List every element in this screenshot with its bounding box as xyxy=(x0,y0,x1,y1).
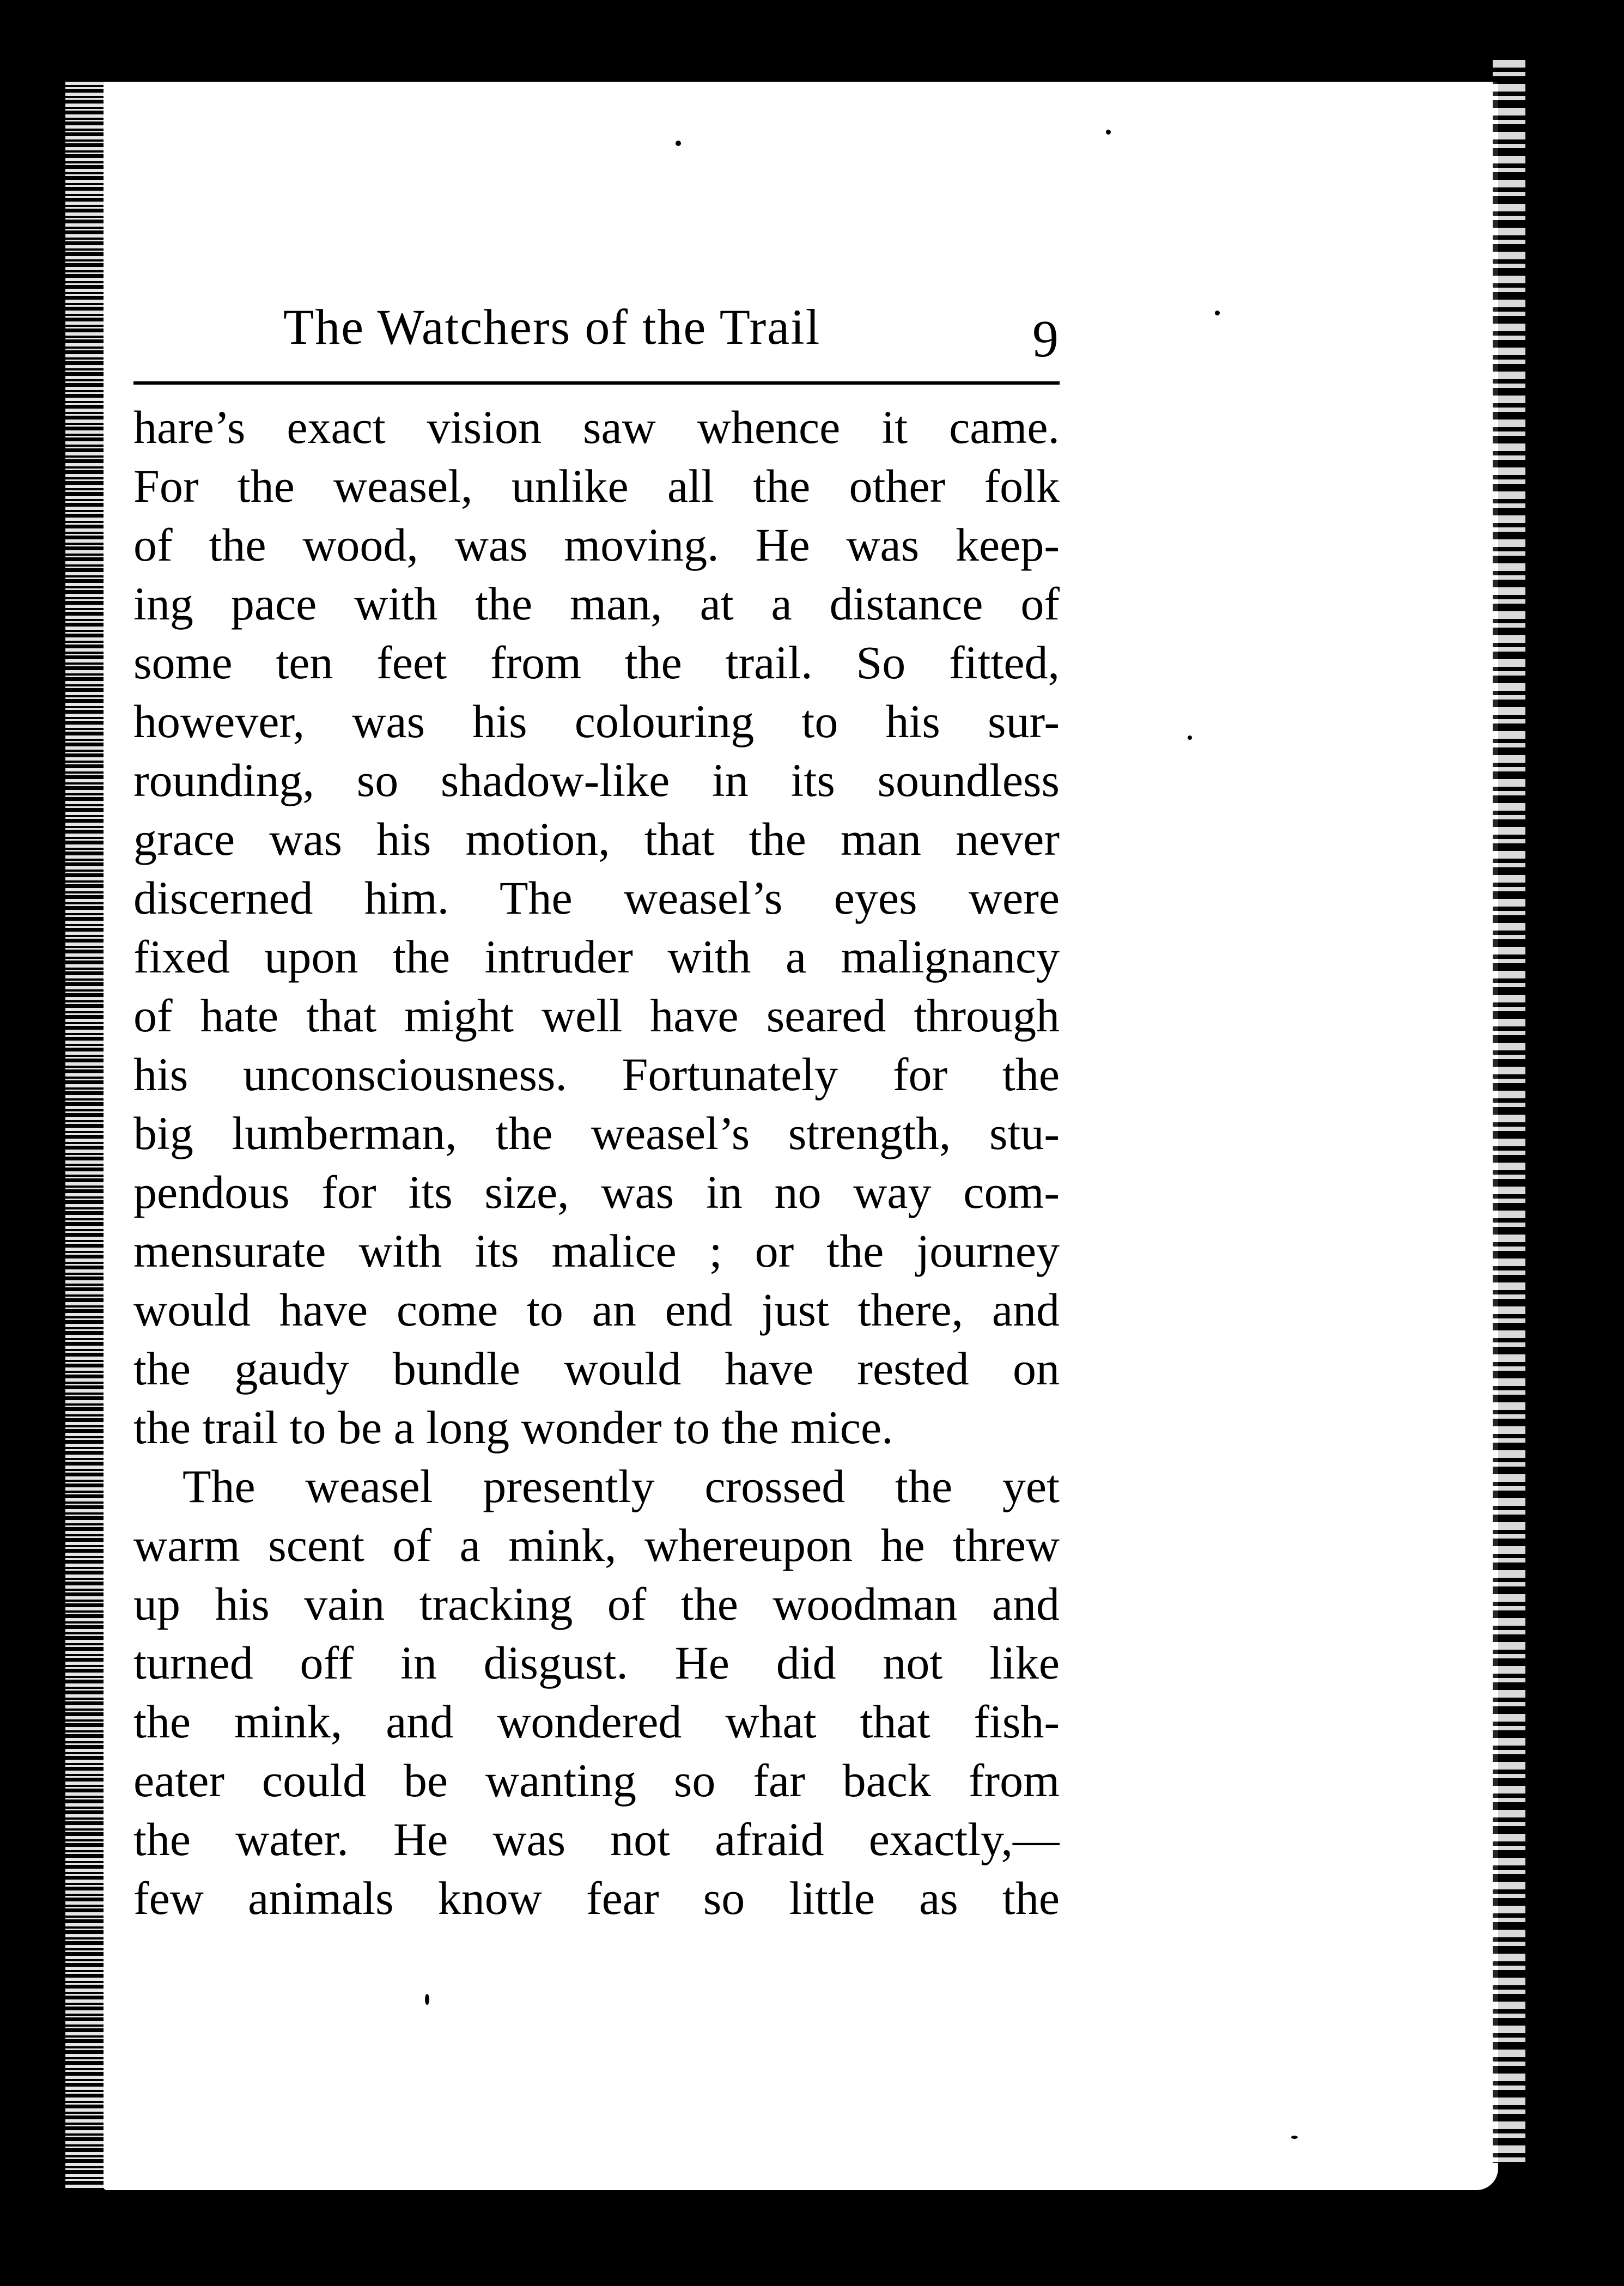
scan-speck xyxy=(1291,2136,1298,2139)
paragraph-1 xyxy=(133,398,1060,1457)
text-line: of hate that might well have seared through xyxy=(133,989,1060,1042)
text-line: rounding, so shadow-like in its soundless xyxy=(133,754,1060,806)
scan-speck xyxy=(1215,311,1220,315)
text-line: the mink, and wondered what that fish- xyxy=(133,1695,1060,1748)
text-line: his unconsciousness. Fortunately for the xyxy=(133,1048,1060,1101)
text-line: the gaudy bundle would have rested on xyxy=(133,1342,1060,1395)
scan-speck xyxy=(1188,735,1192,740)
text-line: ing pace with the man, at a distance of xyxy=(133,577,1060,630)
text-line: For the weasel, unlike all the other folk xyxy=(133,460,1060,512)
text-line: some ten feet from the trail. So fitted, xyxy=(133,636,1060,689)
scan-speck xyxy=(1106,130,1111,135)
text-line: would have come to an end just there, and xyxy=(133,1284,1060,1336)
right-page-edge xyxy=(1493,60,1525,2163)
text-line: mensurate with its malice ; or the journey xyxy=(133,1225,1060,1277)
text-line: fixed upon the intruder with a malignancy xyxy=(133,931,1060,983)
running-head-title: The Watchers of the Trail xyxy=(283,299,821,355)
text-line: big lumberman, the weasel’s strength, stu- xyxy=(133,1107,1060,1159)
text-line: The weasel presently crossed the yet xyxy=(183,1460,1060,1512)
running-head xyxy=(133,294,1060,368)
text-line: of the wood, was moving. He was keep- xyxy=(133,519,1060,571)
scan-speck xyxy=(425,1994,429,2005)
text-line: up his vain tracking of the woodman and xyxy=(133,1578,1060,1630)
header-rule xyxy=(133,381,1060,385)
paragraph-2 xyxy=(133,1457,1060,1928)
text-line: hare’s exact vision saw whence it came. xyxy=(133,401,1060,453)
text-line: grace was his motion, that the man never xyxy=(133,813,1060,865)
page-number: 9 xyxy=(1032,309,1059,368)
text-line: warm scent of a mink, whereupon he threw xyxy=(133,1519,1060,1571)
text-line: turned off in disgust. He did not like xyxy=(133,1637,1060,1689)
text-line: pendous for its size, was in no way com- xyxy=(133,1166,1060,1218)
left-page-edge xyxy=(65,82,109,2190)
text-line: eater could be wanting so far back from xyxy=(133,1754,1060,1807)
text-line: however, was his colouring to his sur- xyxy=(133,695,1060,747)
text-line: discerned him. The weasel’s eyes were xyxy=(133,872,1060,924)
text-line: the water. He was not afraid exactly,— xyxy=(133,1813,1060,1865)
body-text xyxy=(133,398,1060,1928)
text-line: the trail to be a long wonder to the mice. xyxy=(133,1401,893,1454)
scan-speck xyxy=(676,141,681,146)
text-line: few animals know fear so little as the xyxy=(133,1872,1060,1924)
